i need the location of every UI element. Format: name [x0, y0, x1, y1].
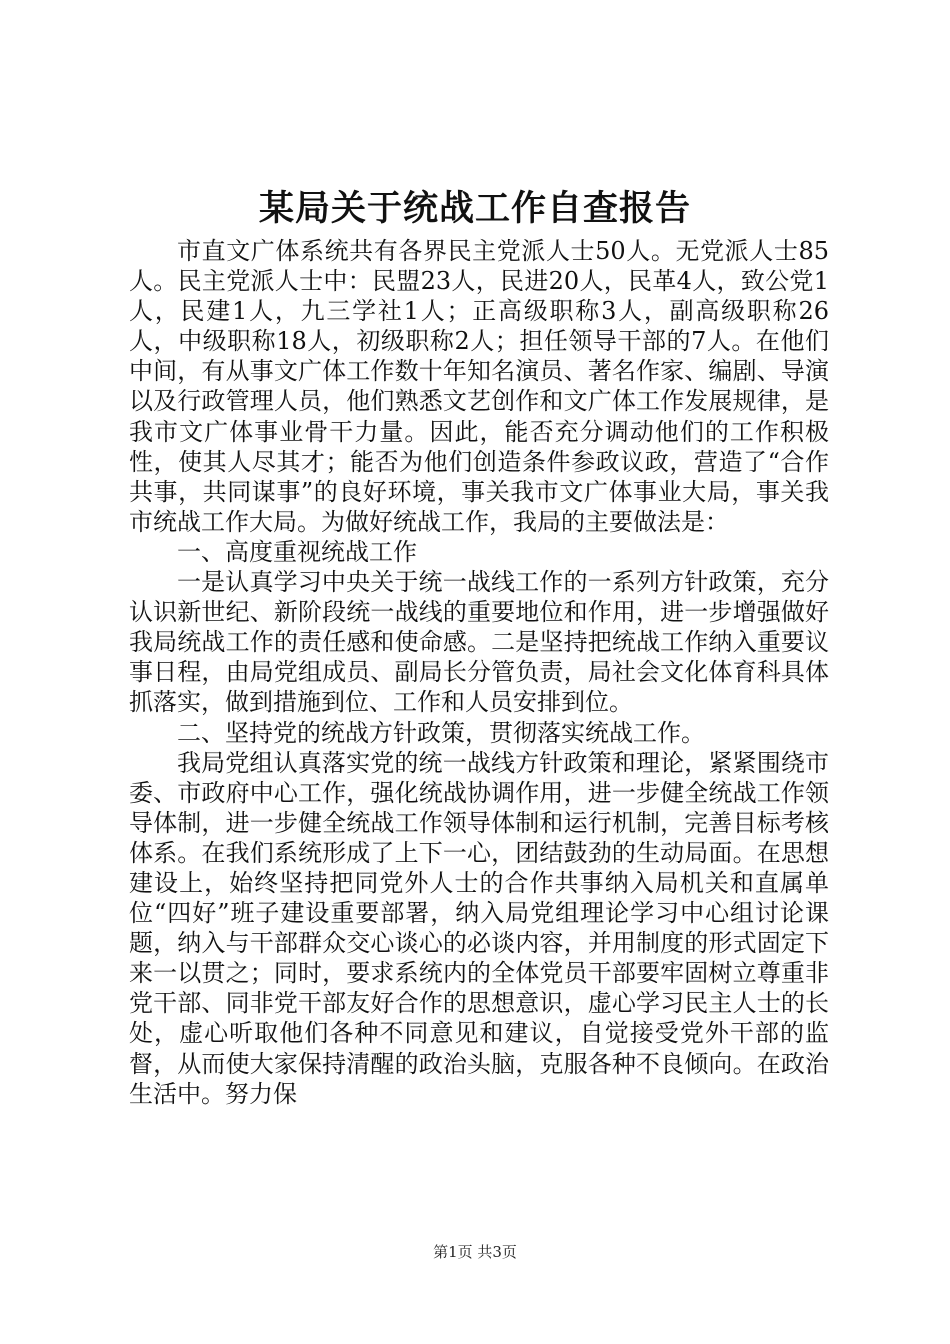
section-heading-1: 一、高度重视统战工作	[177, 537, 417, 566]
paragraph-section-2: 我局党组认真落实党的统一战线方针政策和理论，紧紧围绕市委、市政府中心工作，强化统战协调作用，进一步健全统战工作领导体制，进一步健全统战工作领导体制和运行机制，完善目标考核体系。在我们系统形成了上下一心，团结鼓劲的生动局面。在思想建设上，始终坚持把同党外人士的合作共事纳入局机关和直属单位“四好”班子建设重要部署，纳入局党组理论学习中心组讨论课题，纳入与干部群众交心谈心的必谈内容，并用制度的形式固定下来一以贯之；同时，要求系统内的全体党员干部要牢固树立尊重非党干部、同非党干部友好合作的思想意识，虚心学习民主人士的长处，虚心听取他们各种不同意见和建议，自觉接受党外干部的监督，从而使大家保持清醒的政治头脑，克服各种不良倾向。在政治生活中。努力保	[129, 748, 829, 1108]
paragraph-section-1: 一是认真学习中央关于统一战线工作的一系列方针政策，充分认识新世纪、新阶段统一战线的重要地位和作用，进一步增强做好我局统战工作的责任感和使命感。二是坚持把统战工作纳入重要议事日程，由局党组成员、副局长分管负责，局社会文化体育科具体抓落实，做到措施到位、工作和人员安排到位。	[129, 568, 829, 717]
page-footer: 第1页 共3页	[433, 1243, 517, 1261]
document-body	[129, 236, 829, 1109]
section-heading-2: 二、坚持党的统战方针政策，贯彻落实统战工作。	[177, 718, 705, 747]
document-title: 某局关于统战工作自查报告	[258, 188, 691, 229]
paragraph-intro: 市直文广体系统共有各界民主党派人士50人。无党派人士85人。民主党派人士中：民盟23人，民进20人，民革4人，致公党1人，民建1人，九三学社1人；正高级职称3人，副高级职称26人，中级职称18人，初级职称2人；担任领导干部的7人。在他们中间，有从事文广体工作数十年知名演员、著名作家、编剧、导演以及行政管理人员，他们熟悉文艺创作和文广体工作发展规律，是我市文广体事业骨干力量。因此，能否充分调动他们的工作积极性，使其人尽其才；能否为他们创造条件参政议政，营造了“合作共事，共同谋事”的良好环境，事关我市文广体事业大局，事关我市统战工作大局。为做好统战工作，我局的主要做法是：	[129, 237, 829, 536]
